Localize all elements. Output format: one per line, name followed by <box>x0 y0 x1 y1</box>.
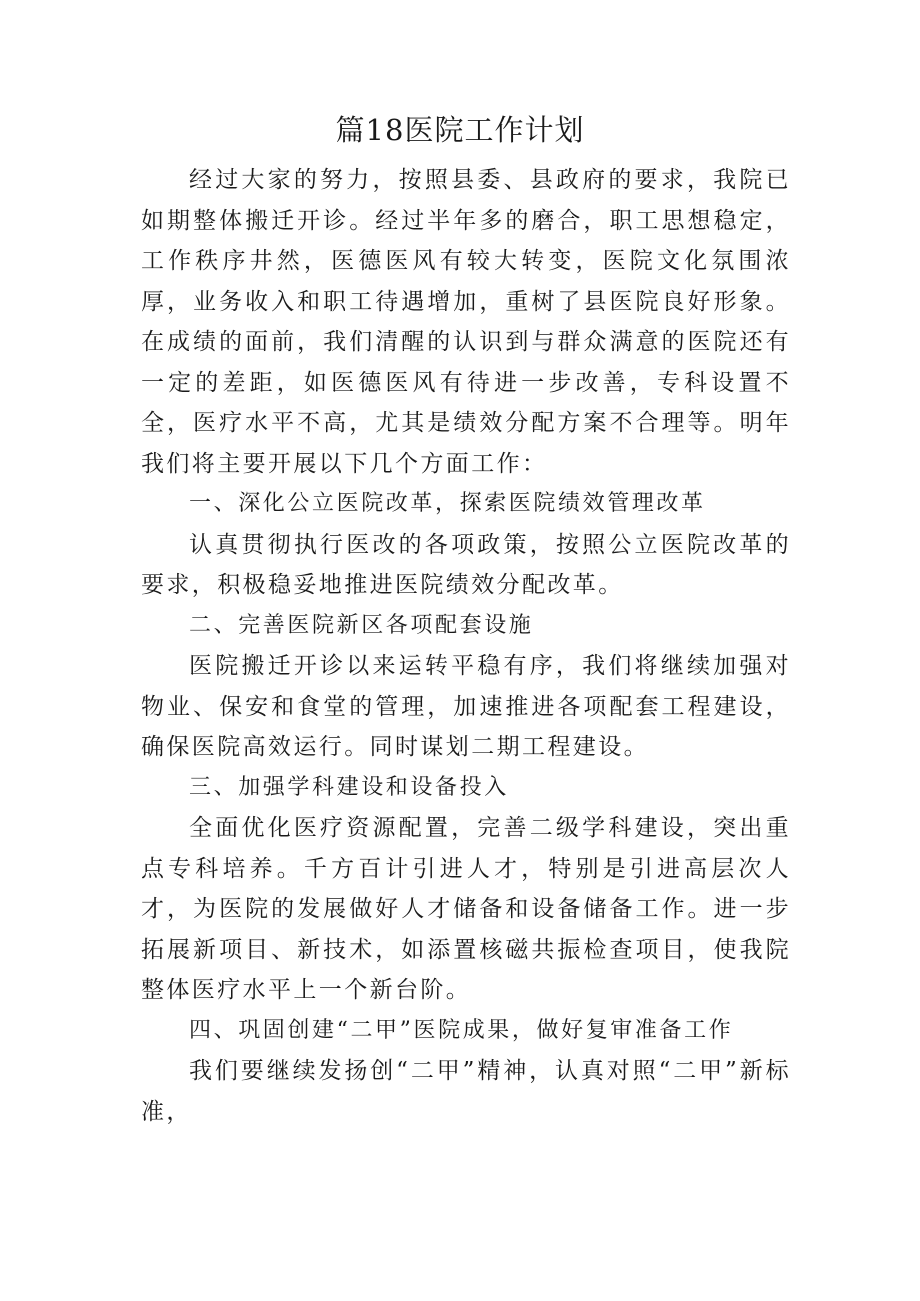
section-paragraph-3: 全面优化医疗资源配置，完善二级学科建设，突出重点专科培养。千方百计引进人才，特别是引进高层次人才，为医院的发展做好人才储备和设备储备工作。进一步拓展新项目、新技术，如添置核磁共振检查项目，使我院整体医疗水平上一个新台阶。 <box>141 815 791 1003</box>
section-heading-1: 一、深化公立医院改革，探索医院绩效管理改革 <box>189 491 706 516</box>
section-heading-3: 三、加强学科建设和设备投入 <box>189 774 509 800</box>
document-title: 篇18医院工作计划 <box>335 113 585 147</box>
section-paragraph-2: 医院搬迁开诊以来运转平稳有序，我们将继续加强对物业、保安和食堂的管理，加速推进各项配套工程建设，确保医院高效运行。同时谋划二期工程建设。 <box>141 653 791 760</box>
section-heading-2: 二、完善医院新区各项配套设施 <box>189 612 534 638</box>
intro-paragraph: 经过大家的努力，按照县委、县政府的要求，我院已如期整体搬迁开诊。经过半年多的磨合，职工思想稳定，工作秩序井然，医德医风有较大转变，医院文化氛围浓厚，业务收入和职工待遇增加，重树了县医院良好形象。在成绩的面前，我们清醒的认识到与群众满意的医院还有一定的差距，如医德医风有待进一步改善，专科设置不全，医疗水平不高，尤其是绩效分配方案不合理等。明年我们将主要开展以下几个方面工作： <box>141 167 791 477</box>
section-heading-4: 四、巩固创建“二甲”医院成果，做好复审准备工作 <box>189 1017 734 1043</box>
section-paragraph-4: 我们要继续发扬创“二甲”精神，认真对照“二甲”新标准， <box>141 1058 791 1125</box>
section-paragraph-1: 认真贯彻执行医改的各项政策，按照公立医院改革的要求，积极稳妥地推进医院绩效分配改革。 <box>141 531 791 598</box>
document-body <box>141 160 791 1132</box>
